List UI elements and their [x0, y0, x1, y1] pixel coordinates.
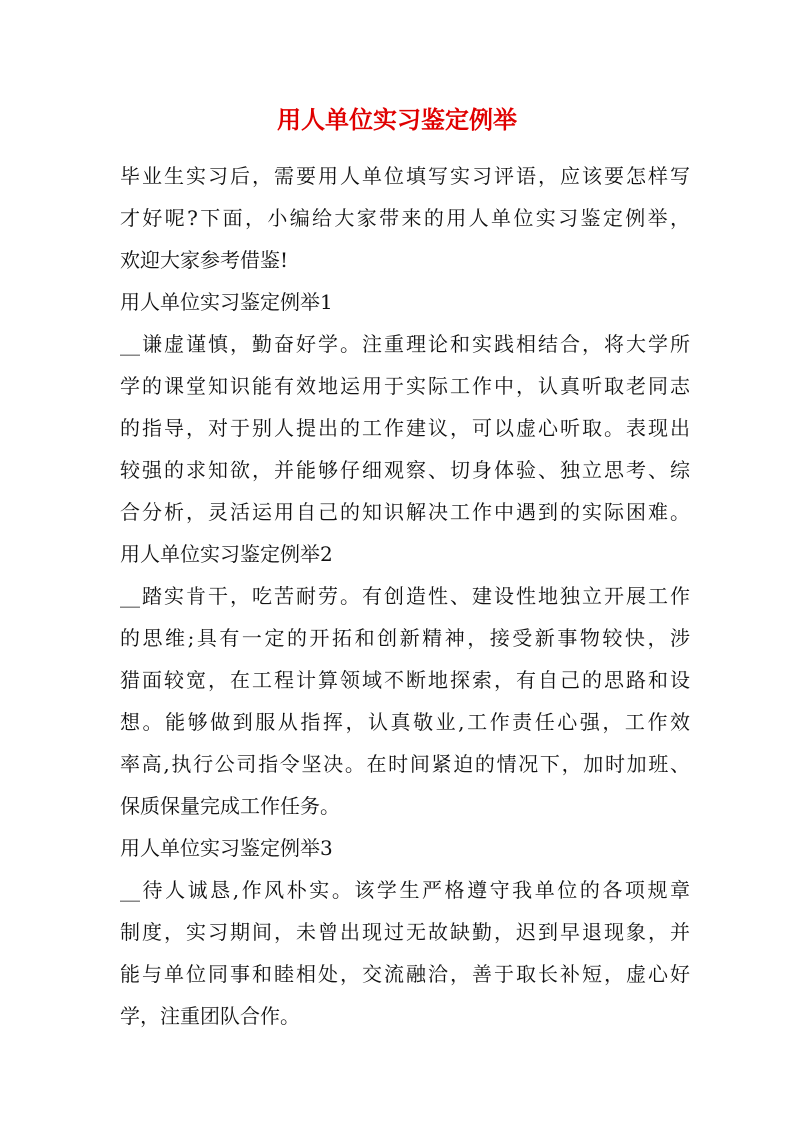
intro-line-3: 欢迎大家参考借鉴!: [120, 248, 289, 272]
example-3-line-1: __待人诚恳,作风朴实。该学生严格遵守我单位的各项规章: [120, 878, 690, 902]
example-3-line-4: 学，注重团队合作。: [120, 1004, 300, 1028]
example-2-heading: 用人单位实习鉴定例举2: [120, 542, 333, 566]
example-2-line-3: 猎面较宽，在工程计算领域不断地探索，有自己的思路和设: [120, 668, 690, 692]
example-2-line-4: 想。能够做到服从指挥，认真敬业,工作责任心强，工作效: [120, 710, 690, 734]
example-1-line-4: 较强的求知欲，并能够仔细观察、切身体验、独立思考、综: [120, 458, 690, 482]
example-3-line-3: 能与单位同事和睦相处，交流融洽，善于取长补短，虚心好: [120, 962, 690, 986]
example-1-line-1: __谦虚谨慎，勤奋好学。注重理论和实践相结合，将大学所: [120, 332, 690, 356]
document-body: [120, 162, 690, 1044]
intro-line-2: 才好呢?下面，小编给大家带来的用人单位实习鉴定例举，: [120, 206, 690, 230]
example-1-line-3: 的指导，对于别人提出的工作建议，可以虚心听取。表现出: [120, 416, 690, 440]
intro-line-1: 毕业生实习后，需要用人单位填写实习评语，应该要怎样写: [120, 164, 690, 188]
example-2-line-6: 保质保量完成工作任务。: [120, 794, 340, 818]
example-1-line-5: 合分析，灵活运用自己的知识解决工作中遇到的实际困难。: [120, 500, 690, 524]
document-title: 用人单位实习鉴定例举: [277, 105, 517, 134]
example-2-line-1: __踏实肯干，吃苦耐劳。有创造性、建设性地独立开展工作: [120, 584, 690, 608]
example-2-line-5: 率高,执行公司指令坚决。在时间紧迫的情况下，加时加班、: [120, 752, 690, 776]
example-1-line-2: 学的课堂知识能有效地运用于实际工作中，认真听取老同志: [120, 374, 690, 398]
example-2-line-2: 的思维;具有一定的开拓和创新精神，接受新事物较快，涉: [120, 626, 690, 650]
example-3-heading: 用人单位实习鉴定例举3: [120, 836, 333, 860]
example-3-line-2: 制度，实习期间，未曾出现过无故缺勤，迟到早退现象，并: [120, 920, 690, 944]
example-1-heading: 用人单位实习鉴定例举1: [120, 290, 333, 314]
